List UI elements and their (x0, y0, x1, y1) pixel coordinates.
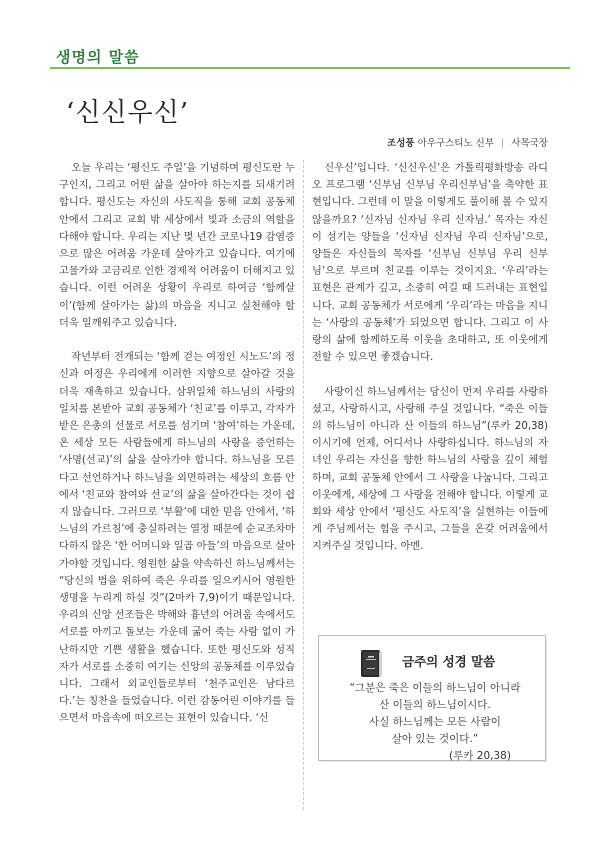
byline (387, 135, 548, 149)
verse-text (330, 680, 540, 765)
author-name: 조성풍 (387, 138, 415, 149)
verse-citation: (루카 20,38) (449, 750, 511, 762)
author-dept: 사목국장 (511, 138, 548, 149)
verse-heading: 금주의 성경 말씀 (402, 654, 496, 669)
verse-line: 살아 있는 것이다.” (391, 733, 479, 745)
verse-line: 산 이들의 하느님이시다. (379, 699, 491, 711)
bible-icon (358, 648, 384, 680)
author-role: 아우구스티노 신부 (417, 138, 495, 149)
paragraph: 사랑이신 하느님께서는 당신이 먼저 우리를 사랑하셨고, 사랑하시고, 사랑해 주실 것입니다. “죽은 이들의 하느님이 아니라 산 이들의 하느님”(루카 20,38)이시기에 언제, 어디서나 사랑하십니다. 하느님의 자녀인 우리는 자신을 향한 하느님의 사랑을 깊이 체험하며, 교회 공동체 안에서 그 사랑을 나눕니다. 그리고 이웃에게, 세상에 그 사랑을 전해야 합니다. 이렇게 교회와 세상 안에서 ‘평신도 사도직’을 실현하는 이들에게 주님께서는 힘을 주시고, 그들을 온갖 어려움에서 지켜주실 것입니다. 아멘. (312, 386, 548, 553)
section-title: 생명의 말씀 (56, 48, 140, 66)
verse-line: “그분은 죽은 이들의 하느님이 아니라 (349, 682, 521, 694)
left-column (59, 160, 295, 728)
paragraph: 오늘 우리는 ‘평신도 주일’을 기념하며 평신도란 누구인지, 그리고 어떤 삶을 살아야 하는지를 되새기려 합니다. 평신도는 자신의 사도직을 통해 교회 공동체 안에서 그리고 교회 밖 세상에서 빛과 소금의 역할을 다해야 합니다. 우리는 지난 몇 년간 코로나19 감염증으로 많은 어려움 가운데 살아가고 있습니다. 여기에 고물가와 고금리로 인한 경제적 어려움이 더해지고 있습니다. 이런 어려운 상황이 우리로 하여금 ‘함께살이’(함께 살아가는 삶)의 마음을 지니고 실천해야 할 더욱 일깨워주고 있습니다. (59, 163, 295, 329)
byline-separator: | (501, 138, 505, 149)
verse-line: 사실 하느님께는 모든 사람이 (369, 716, 501, 728)
paragraph: 작년부터 전개되는 ‘함께 걷는 여정인 시노드’의 정신과 여정은 우리에게 이러한 지향으로 살아갈 것을 더욱 재촉하고 있습니다. 삼위일체 하느님의 사랑의 일치를 본받아 교회 공동체가 ‘친교’를 이루고, 각자가 받은 은총의 선물로 서로를 섬기며 ‘참여’하는 가운데, 온 세상 모든 사람들에게 하느님의 사랑을 증언하는 ‘사명(선교)’의 삶을 살아가야 합니다. 하느님을 모른다고 선언하거나 하느님을 외면하려는 세상의 흐름 안에서 ‘친교와 참여와 선교’의 삶을 살아간다는 것이 쉽지 않습니다. 그러므로 ‘부활’에 대한 믿음 안에서, ‘하느님의 가르침’에 충실하려는 열정 때문에 순교조차마다하지 않은 ‘한 어머니와 일곱 아들’의 마음으로 살아가야할 것입니다. 영원한 삶을 약속하신 하느님께서는 “당신의 법을 위하여 죽은 우리를 일으키시어 영원한 생명을 누리게 하실 것”(2마카 7,9)이기 때문입니다. 우리의 신앙 선조들은 박해와 흉년의 어려움 속에서도 서로를 아끼고 돌보는 가운데 굶어 죽는 사람 없이 가난하지만 기쁜 생활을 했습니다. 또한 평신도와 성직자가 서로를 소중히 여기는 신앙의 공동체를 이루었습니다. 그래서 외교인들로부터 ‘천주교인은 남다르다.’는 칭찬을 들었습니다. 이런 감동어린 이야기를 들으면서 마음속에 떠오르는 표현이 있습니다. ‘신 (59, 352, 295, 725)
header-divider (50, 67, 570, 69)
paragraph: 신우신’입니다. ‘신신우신’은 가톨릭평화방송 라디오 프로그램 ‘신부님 신부님 우리신부님’을 축약한 표현입니다. 그런데 이 말을 이렇게도 풀이해 볼 수 있지 않을까요? ‘신자님 신자님 우리 신자님.’ 목자는 자신이 섬기는 양들을 ‘신자님 신자님 우리 신자님’으로, 양들은 자신들의 목자를 ‘신부님 신부님 우리 신부님’으로 부르며 친교를 이루는 것이지요. ‘우리’라는 표현은 관계가 깊고, 소중히 여길 때 드러내는 표현입니다. 교회 공동체가 서로에게 ‘우리’라는 마음을 지니는 ‘사랑의 공동체’가 되었으면 합니다. 그리고 이 사랑의 삶에 함께하도록 이웃을 초대하고, 또 이웃에게 전할 수 있으면 좋겠습니다. (312, 163, 548, 364)
column-divider (303, 160, 304, 810)
right-column (312, 160, 548, 556)
article-title: ‘신신우신’ (66, 98, 189, 128)
